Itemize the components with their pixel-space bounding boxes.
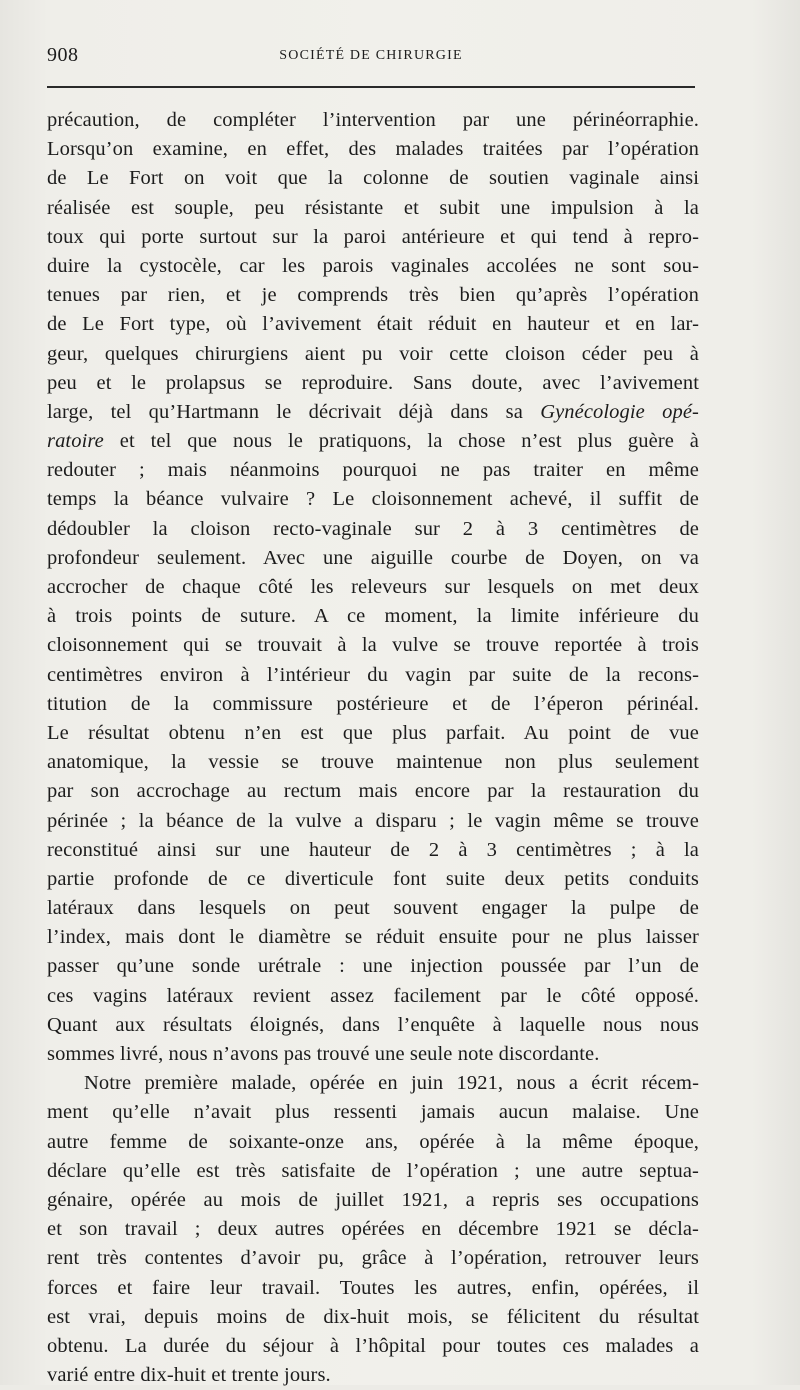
text-line: autre femme de soixante-onze ans, opérée à la même époque, xyxy=(47,1130,699,1153)
body-text xyxy=(47,106,699,1390)
text-line: de Le Fort type, où l’avivement était réduit en hauteur et en lar- xyxy=(47,313,699,336)
text-line: peu et le prolapsus se reproduire. Sans doute, avec l’avivement xyxy=(47,371,699,394)
text-line: l’index, mais dont le diamètre se réduit ensuite pour ne plus laisser xyxy=(47,926,699,949)
text-line: et son travail ; deux autres opérées en décembre 1921 se décla- xyxy=(47,1218,699,1241)
header-rule xyxy=(47,86,695,88)
text-line: dédoubler la cloison recto-vaginale sur 2 à 3 centimètres de xyxy=(47,517,699,540)
text-line: titution de la commissure postérieure et de l’éperon périnéal. xyxy=(47,692,699,715)
text-line: déclare qu’elle est très satisfaite de l’opération ; une autre septua- xyxy=(47,1159,699,1182)
text-line: geur, quelques chirurgiens aient pu voir cette cloison céder peu à xyxy=(47,342,699,365)
text-line: passer qu’une sonde urétrale : une injection poussée par l’un de xyxy=(47,955,699,978)
text-line: partie profonde de ce diverticule font suite deux petits conduits xyxy=(47,867,699,890)
text-line: temps la béance vulvaire ? Le cloisonnement achevé, il suffit de xyxy=(47,488,699,511)
page-header xyxy=(47,44,695,74)
text-segment: large, tel qu’Hartmann le décrivait déjà dans sa xyxy=(47,400,541,423)
text-line: à trois points de suture. A ce moment, la limite inférieure du xyxy=(47,605,699,628)
text-line xyxy=(47,398,699,427)
text-line: par son accrochage au rectum mais encore par la restauration du xyxy=(47,780,699,803)
text-line xyxy=(47,427,699,456)
text-line: redouter ; mais néanmoins pourquoi ne pas traiter en même xyxy=(47,459,699,482)
text-line: de Le Fort on voit que la colonne de soutien vaginale ainsi xyxy=(47,167,699,190)
text-line: obtenu. La durée du séjour à l’hôpital pour toutes ces malades a xyxy=(47,1334,699,1357)
text-line: profondeur seulement. Avec une aiguille courbe de Doyen, on va xyxy=(47,546,699,569)
text-line: centimètres environ à l’intérieur du vagin par suite de la recons- xyxy=(47,663,699,686)
text-line: anatomique, la vessie se trouve maintenue non plus seulement xyxy=(47,751,699,774)
book-title-italic: Gynécologie opé- xyxy=(540,400,699,423)
text-line: forces et faire leur travail. Toutes les autres, enfin, opérées, il xyxy=(47,1276,699,1299)
text-line: périnée ; la béance de la vulve a disparu ; le vagin même se trouve xyxy=(47,809,699,832)
text-line: précaution, de compléter l’intervention par une périnéorraphie. xyxy=(47,109,699,131)
text-line: Le résultat obtenu n’en est que plus parfait. Au point de vue xyxy=(47,721,699,744)
text-line: sommes livré, nous n’avons pas trouvé une seule note discordante. xyxy=(47,1043,600,1065)
text-line: varié entre dix-huit et trente jours. xyxy=(47,1364,331,1387)
text-line: rent très contentes d’avoir pu, grâce à l’opération, retrouver leurs xyxy=(47,1247,699,1270)
text-line: ment qu’elle n’avait plus ressenti jamais aucun malaise. Une xyxy=(47,1101,699,1124)
text-line: génaire, opérée au mois de juillet 1921, a repris ses occupations xyxy=(47,1188,699,1211)
text-line: ces vagins latéraux revient assez facilement par le côté opposé. xyxy=(47,984,699,1007)
text-line: reconstitué ainsi sur une hauteur de 2 à 3 centimètres ; à la xyxy=(47,838,699,861)
running-head: SOCIÉTÉ DE CHIRURGIE xyxy=(279,48,463,63)
text-line: réalisée est souple, peu résistante et subit une impulsion à la xyxy=(47,196,699,219)
text-line: cloisonnement qui se trouvait à la vulve se trouve reportée à trois xyxy=(47,634,699,657)
text-line: est vrai, depuis moins de dix-huit mois, se félicitent du résultat xyxy=(47,1305,699,1328)
text-line: duire la cystocèle, car les parois vaginales accolées ne sont sou- xyxy=(47,254,699,277)
text-line: Notre première malade, opérée en juin 1921, nous a écrit récem- xyxy=(84,1072,699,1095)
text-line: tenues par rien, et je comprends très bien qu’après l’opération xyxy=(47,284,699,307)
text-line: Quant aux résultats éloignés, dans l’enquête à laquelle nous nous xyxy=(47,1013,699,1036)
page-number: 908 xyxy=(47,44,79,66)
text-line: toux qui porte surtout sur la paroi antérieure et qui tend à repro- xyxy=(47,225,699,248)
text-line: Lorsqu’on examine, en effet, des malades traitées par l’opération xyxy=(47,138,699,161)
text-segment: et tel que nous le pratiquons, la chose n’est plus guère à xyxy=(103,430,699,453)
text-line: latéraux dans lesquels on peut souvent engager la pulpe de xyxy=(47,897,699,920)
book-title-italic: ratoire xyxy=(47,430,104,453)
text-line: accrocher de chaque côté les releveurs sur lesquels on met deux xyxy=(47,576,699,598)
